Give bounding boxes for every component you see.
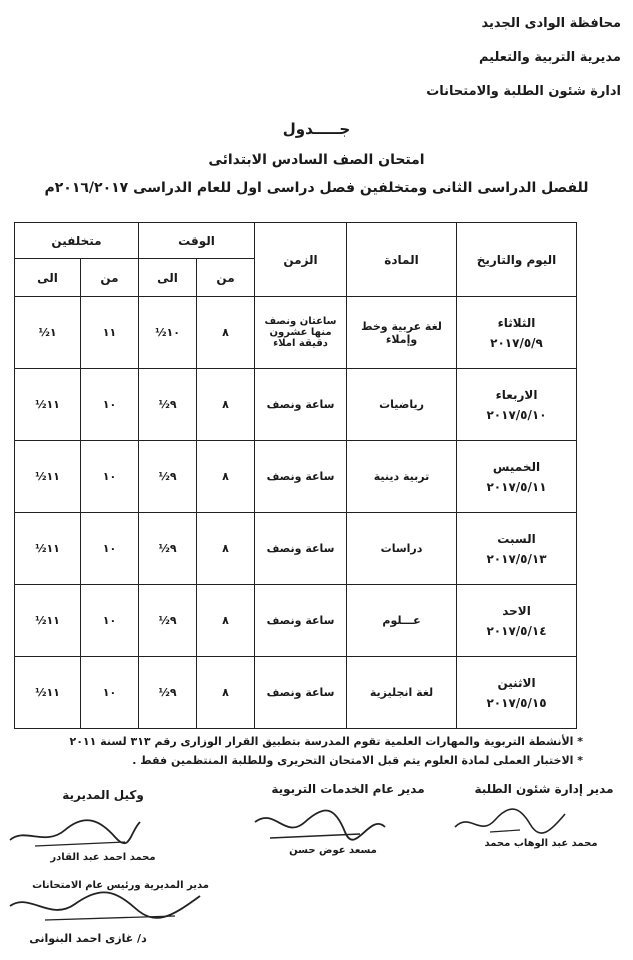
- header-time-to: الى: [139, 259, 197, 297]
- day-name: السبت: [497, 531, 536, 546]
- time-from-cell: ٨: [197, 441, 255, 513]
- late-to-cell: ١١½: [15, 369, 81, 441]
- director-signature: [5, 884, 205, 928]
- subject-cell: لغة انجليزية: [347, 657, 457, 729]
- directorate-label: مديرية التربية والتعليم: [478, 50, 621, 65]
- late-from-cell: ١١: [81, 297, 139, 369]
- exam-date: ٢٠١٧/٥/١٤: [486, 623, 547, 638]
- time-to-cell: ٩½: [139, 369, 197, 441]
- services-name: مسعد عوض حسن: [289, 845, 377, 856]
- students-affairs-title: مدير إدارة شئون الطلبة: [474, 782, 614, 796]
- services-signature: [250, 802, 390, 846]
- time-from-cell: ٨: [197, 513, 255, 585]
- note-practical-exam: * الاختبار العملى لمادة العلوم يتم قبل الامتحان التحريرى وللطلبة المنتظمين فقط .: [132, 754, 583, 767]
- subject-cell: رياضيات: [347, 369, 457, 441]
- deputy-title: وكيل المديرية: [62, 788, 144, 802]
- exam-schedule-table: [14, 222, 577, 729]
- duration-cell: ساعة ونصف: [255, 585, 347, 657]
- header-late: متخلفين: [15, 223, 139, 259]
- day-date-cell: [457, 657, 577, 729]
- time-to-cell: ١٠½: [139, 297, 197, 369]
- duration-cell: ساعة ونصف: [255, 513, 347, 585]
- students-affairs-name: محمد عبد الوهاب محمد: [484, 838, 598, 849]
- duration-cell: ساعتان ونصف منها عشرون دقيقة املاء: [255, 297, 347, 369]
- duration-cell: ساعة ونصف: [255, 441, 347, 513]
- duration-cell: ساعة ونصف: [255, 657, 347, 729]
- table-row: [15, 441, 577, 513]
- time-to-cell: ٩½: [139, 441, 197, 513]
- deputy-signature: [5, 812, 145, 852]
- header-late-from: من: [81, 259, 139, 297]
- subject-cell: عـــلوم: [347, 585, 457, 657]
- students-affairs-signature: [450, 802, 570, 842]
- time-from-cell: ٨: [197, 297, 255, 369]
- services-title: مدير عام الخدمات التربوية: [271, 782, 425, 796]
- duration-cell: ساعة ونصف: [255, 369, 347, 441]
- exam-title: امتحان الصف السادس الابتدائى: [208, 152, 425, 168]
- late-from-cell: ١٠: [81, 513, 139, 585]
- late-to-cell: ١١½: [15, 657, 81, 729]
- day-name: الاحد: [502, 603, 531, 618]
- exam-date: ٢٠١٧/٥/١٥: [486, 695, 547, 710]
- exam-date: ٢٠١٧/٥/١٠: [486, 407, 547, 422]
- deputy-name: محمد احمد عبد القادر: [50, 852, 156, 863]
- time-to-cell: ٩½: [139, 657, 197, 729]
- day-name: الاثنين: [497, 675, 536, 690]
- exam-date: ٢٠١٧/٥/١١: [486, 479, 547, 494]
- late-to-cell: ١½: [15, 297, 81, 369]
- late-to-cell: ١١½: [15, 513, 81, 585]
- time-from-cell: ٨: [197, 585, 255, 657]
- header-day-date: اليوم والتاريخ: [457, 223, 577, 297]
- time-to-cell: ٩½: [139, 585, 197, 657]
- time-to-cell: ٩½: [139, 513, 197, 585]
- late-from-cell: ١٠: [81, 441, 139, 513]
- late-from-cell: ١٠: [81, 369, 139, 441]
- day-name: الثلاثاء: [497, 315, 536, 330]
- governorate-label: محافظة الوادى الجديد: [481, 16, 621, 31]
- exam-date: ٢٠١٧/٥/١٣: [486, 551, 547, 566]
- note-activities: * الأنشطة التربوية والمهارات العلمية تقوم المدرسة بتطبيق القرار الوزارى رقم ٣١٣ لسنة ٢٠١١: [69, 735, 583, 748]
- subject-cell: دراسات: [347, 513, 457, 585]
- time-from-cell: ٨: [197, 657, 255, 729]
- day-name: الخميس: [492, 459, 541, 474]
- day-date-cell: [457, 441, 577, 513]
- term-title: للفصل الدراسى الثانى ومتخلفين فصل دراسى اول للعام الدراسى ٢٠١٦/٢٠١٧م: [44, 180, 589, 196]
- late-from-cell: ١٠: [81, 585, 139, 657]
- header-duration: الزمن: [255, 223, 347, 297]
- day-date-cell: [457, 513, 577, 585]
- department-label: ادارة شئون الطلبة والامتحانات: [426, 84, 621, 99]
- subject-cell: تربية دينية: [347, 441, 457, 513]
- table-row: [15, 657, 577, 729]
- late-to-cell: ١١½: [15, 441, 81, 513]
- day-date-cell: [457, 369, 577, 441]
- table-row: [15, 585, 577, 657]
- table-row: [15, 297, 577, 369]
- day-name: الاربعاء: [495, 387, 538, 402]
- day-date-cell: [457, 297, 577, 369]
- header-subject: المادة: [347, 223, 457, 297]
- header-time: الوقت: [139, 223, 255, 259]
- header-time-from: من: [197, 259, 255, 297]
- schedule-title: جـــــدول: [282, 120, 351, 138]
- time-from-cell: ٨: [197, 369, 255, 441]
- director-title: مدير المديرية ورئيس عام الامتحانات: [32, 880, 209, 891]
- table-row: [15, 513, 577, 585]
- notes-section: [18, 732, 583, 770]
- day-date-cell: [457, 585, 577, 657]
- director-name: د/ غازى احمد البنوانى: [29, 932, 147, 945]
- late-from-cell: ١٠: [81, 657, 139, 729]
- subject-cell: لغة عربية وخط وإملاء: [347, 297, 457, 369]
- exam-date: ٢٠١٧/٥/٩: [490, 335, 543, 350]
- late-to-cell: ١١½: [15, 585, 81, 657]
- header-late-to: الى: [15, 259, 81, 297]
- table-row: [15, 369, 577, 441]
